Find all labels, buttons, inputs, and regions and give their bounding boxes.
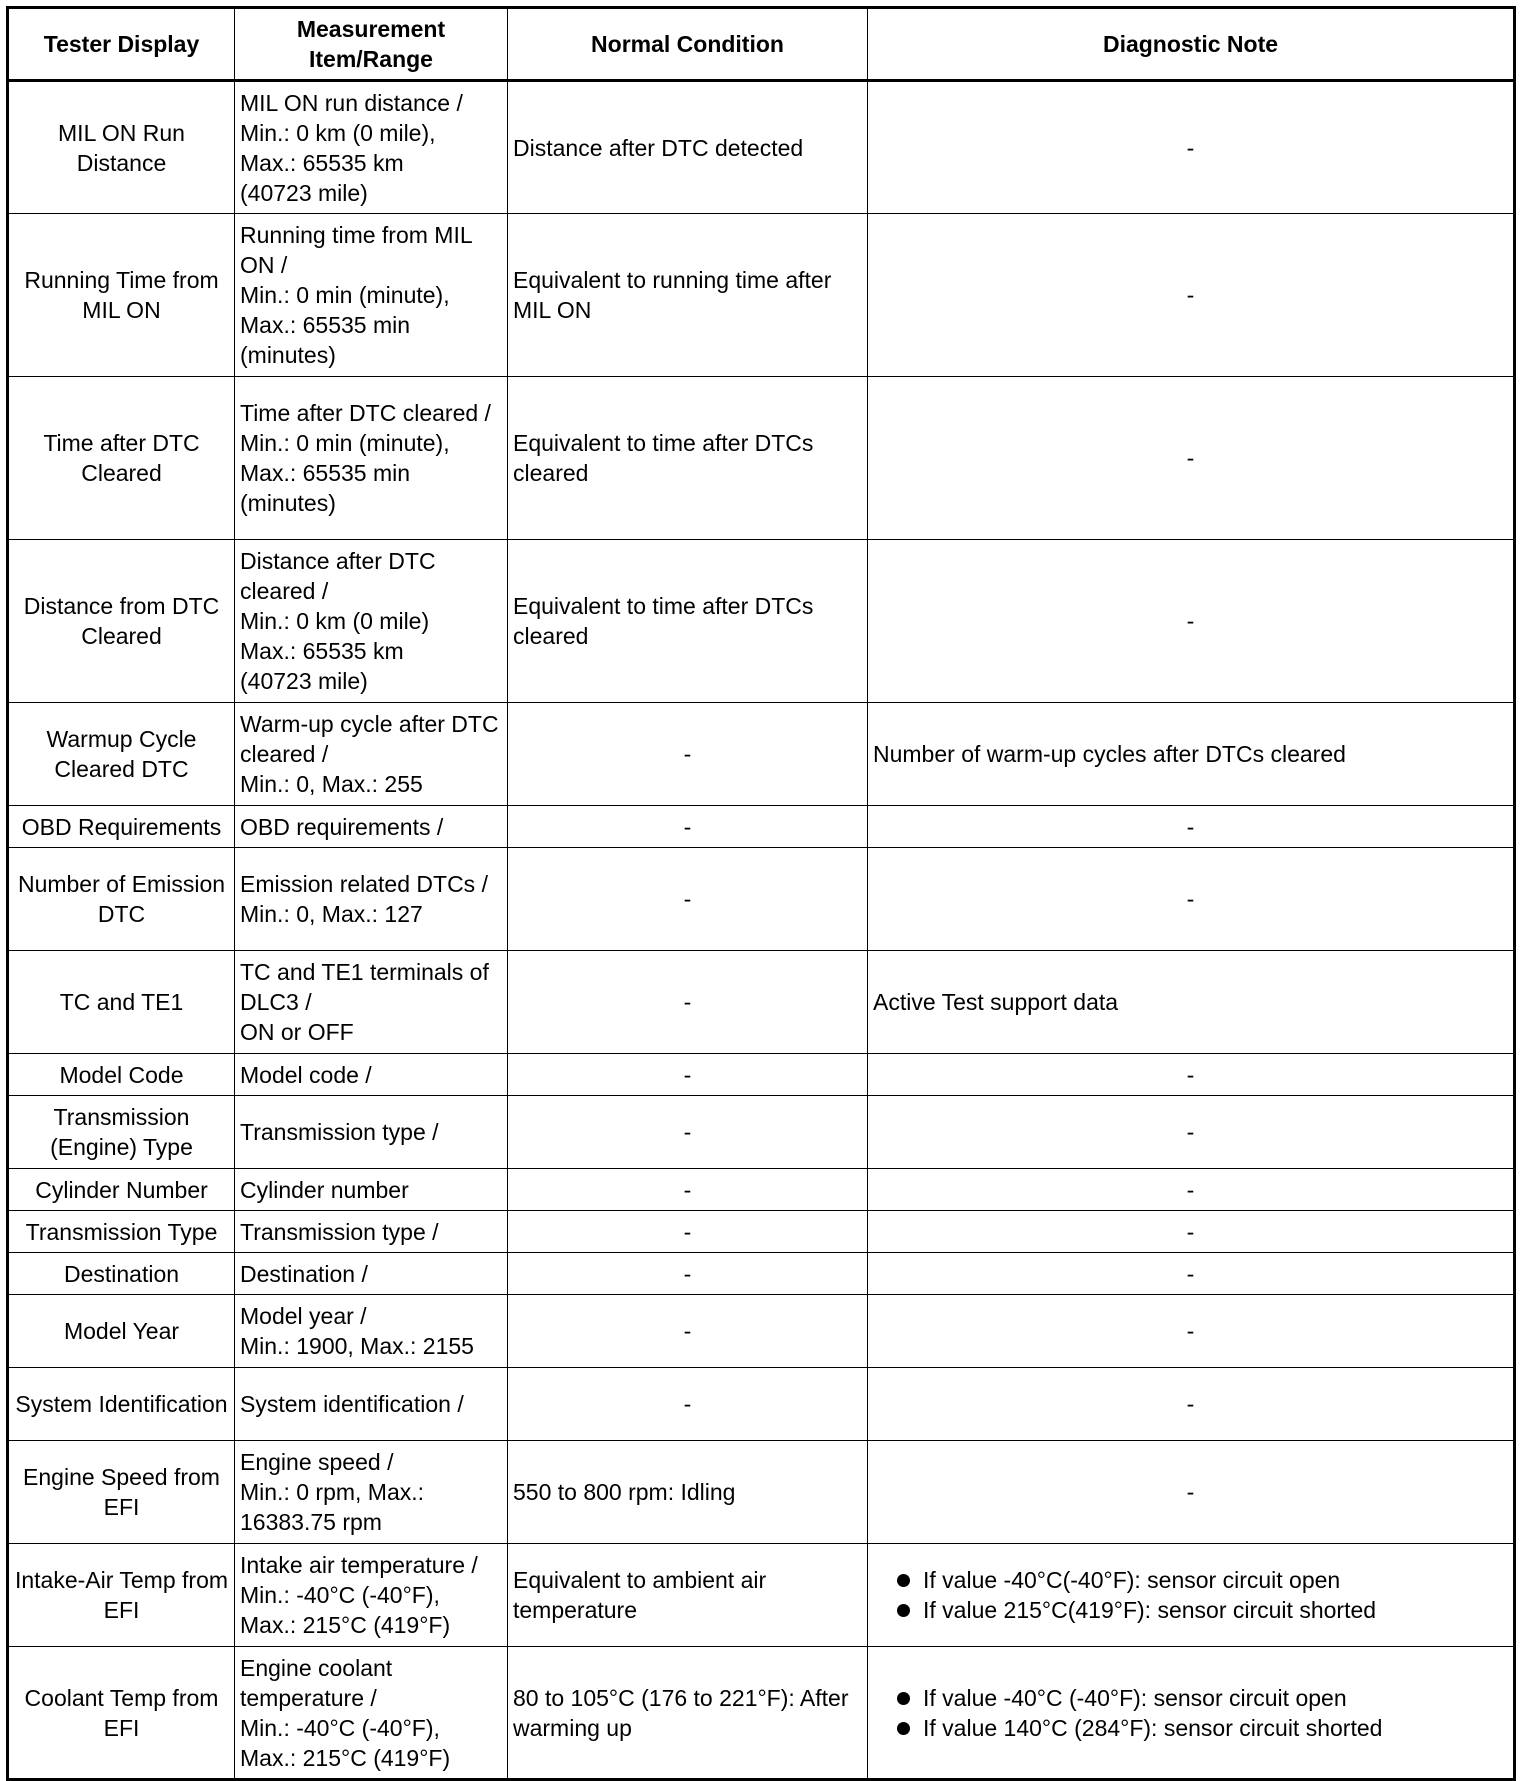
- cell-normal-condition: -: [508, 703, 868, 806]
- bullet-text: If value 140°C (284°F): sensor circuit shorted: [923, 1714, 1383, 1741]
- cell-tester-display: Time after DTC Cleared: [8, 377, 235, 540]
- table-row: [8, 848, 1515, 951]
- cell-diagnostic-note: -: [868, 1096, 1515, 1169]
- cell-diagnostic-note: -: [868, 1169, 1515, 1211]
- table-row: [8, 1368, 1515, 1441]
- cell-diagnostic-note: -: [868, 1211, 1515, 1253]
- bullet-item: [893, 1683, 1508, 1713]
- bullet-dot-icon: [897, 1722, 910, 1735]
- cell-measurement: Time after DTC cleared / Min.: 0 min (minute), Max.: 65535 min (minutes): [235, 377, 508, 540]
- table-row: [8, 1544, 1515, 1647]
- table-row: [8, 1253, 1515, 1295]
- header-tester-display: Tester Display: [8, 8, 235, 81]
- cell-tester-display: Transmission (Engine) Type: [8, 1096, 235, 1169]
- cell-diagnostic-note: [868, 1544, 1515, 1647]
- cell-tester-display: Model Code: [8, 1054, 235, 1096]
- bullet-text: If value -40°C (-40°F): sensor circuit open: [923, 1684, 1347, 1711]
- cell-diagnostic-note: -: [868, 81, 1515, 214]
- table-row: [8, 377, 1515, 540]
- cell-diagnostic-note: -: [868, 1253, 1515, 1295]
- cell-normal-condition: Equivalent to ambient air temperature: [508, 1544, 868, 1647]
- cell-diagnostic-note: -: [868, 806, 1515, 848]
- bullet-text: If value 215°C(419°F): sensor circuit shorted: [923, 1597, 1377, 1623]
- table-header-row: [8, 8, 1515, 81]
- cell-measurement: System identification /: [235, 1368, 508, 1441]
- cell-normal-condition: Equivalent to time after DTCs cleared: [508, 540, 868, 703]
- cell-diagnostic-note: -: [868, 1441, 1515, 1544]
- cell-normal-condition: -: [508, 1054, 868, 1096]
- cell-tester-display: Coolant Temp from EFI: [8, 1647, 235, 1780]
- cell-diagnostic-note: Number of warm-up cycles after DTCs cleared: [868, 703, 1515, 806]
- cell-tester-display: Engine Speed from EFI: [8, 1441, 235, 1544]
- table-row: [8, 1169, 1515, 1211]
- header-normal-condition: Normal Condition: [508, 8, 868, 81]
- cell-measurement: Transmission type /: [235, 1211, 508, 1253]
- cell-tester-display: Intake-Air Temp from EFI: [8, 1544, 235, 1647]
- cell-tester-display: Distance from DTC Cleared: [8, 540, 235, 703]
- table-row: [8, 540, 1515, 703]
- cell-diagnostic-note: -: [868, 1295, 1515, 1368]
- cell-diagnostic-note: -: [868, 540, 1515, 703]
- cell-measurement: Transmission type /: [235, 1096, 508, 1169]
- bullet-item: [893, 1713, 1508, 1743]
- cell-normal-condition: -: [508, 1368, 868, 1441]
- table-row: [8, 81, 1515, 214]
- cell-tester-display: Transmission Type: [8, 1211, 235, 1253]
- bullet-item: [893, 1565, 1508, 1595]
- table-row: [8, 1054, 1515, 1096]
- cell-diagnostic-note: [868, 1647, 1515, 1780]
- cell-tester-display: Warmup Cycle Cleared DTC: [8, 703, 235, 806]
- cell-measurement: Distance after DTC cleared / Min.: 0 km (0 mile) Max.: 65535 km (40723 mile): [235, 540, 508, 703]
- table-row: [8, 1295, 1515, 1368]
- cell-measurement: Model code /: [235, 1054, 508, 1096]
- cell-measurement: Model year / Min.: 1900, Max.: 2155: [235, 1295, 508, 1368]
- table-row: [8, 1647, 1515, 1780]
- cell-normal-condition: -: [508, 951, 868, 1054]
- cell-tester-display: Running Time from MIL ON: [8, 214, 235, 377]
- cell-normal-condition: -: [508, 848, 868, 951]
- table-row: [8, 1096, 1515, 1169]
- cell-tester-display: System Identification: [8, 1368, 235, 1441]
- cell-measurement: MIL ON run distance / Min.: 0 km (0 mile), Max.: 65535 km (40723 mile): [235, 81, 508, 214]
- cell-normal-condition: 550 to 800 rpm: Idling: [508, 1441, 868, 1544]
- cell-diagnostic-note: -: [868, 1368, 1515, 1441]
- cell-tester-display: Number of Emission DTC: [8, 848, 235, 951]
- diagnostic-data-document: [6, 6, 1513, 1781]
- cell-diagnostic-note: -: [868, 1054, 1515, 1096]
- cell-measurement: Cylinder number: [235, 1169, 508, 1211]
- cell-diagnostic-note: Active Test support data: [868, 951, 1515, 1054]
- cell-normal-condition: -: [508, 1295, 868, 1368]
- cell-diagnostic-note: -: [868, 377, 1515, 540]
- cell-tester-display: Cylinder Number: [8, 1169, 235, 1211]
- cell-measurement: Engine coolant temperature / Min.: -40°C (-40°F), Max.: 215°C (419°F): [235, 1647, 508, 1780]
- cell-tester-display: MIL ON Run Distance: [8, 81, 235, 214]
- table-row: [8, 703, 1515, 806]
- cell-measurement: TC and TE1 terminals of DLC3 / ON or OFF: [235, 951, 508, 1054]
- bullet-dot-icon: [897, 1574, 910, 1587]
- header-measurement-item-range: Measurement Item/Range: [235, 8, 508, 81]
- cell-tester-display: TC and TE1: [8, 951, 235, 1054]
- table-row: [8, 951, 1515, 1054]
- table-row: [8, 806, 1515, 848]
- cell-normal-condition: -: [508, 1096, 868, 1169]
- cell-measurement: Running time from MIL ON / Min.: 0 min (minute), Max.: 65535 min (minutes): [235, 214, 508, 377]
- cell-normal-condition: Equivalent to running time after MIL ON: [508, 214, 868, 377]
- cell-measurement: Warm-up cycle after DTC cleared / Min.: 0, Max.: 255: [235, 703, 508, 806]
- cell-measurement: Intake air temperature / Min.: -40°C (-40°F), Max.: 215°C (419°F): [235, 1544, 508, 1647]
- table-body: [8, 81, 1515, 1780]
- cell-measurement: Destination /: [235, 1253, 508, 1295]
- cell-measurement: Emission related DTCs / Min.: 0, Max.: 127: [235, 848, 508, 951]
- data-list-table: [6, 6, 1516, 1781]
- bullet-dot-icon: [897, 1692, 910, 1705]
- cell-normal-condition: -: [508, 1211, 868, 1253]
- table-row: [8, 1211, 1515, 1253]
- header-diagnostic-note: Diagnostic Note: [868, 8, 1515, 81]
- cell-normal-condition: -: [508, 806, 868, 848]
- bullet-item: [893, 1595, 1508, 1625]
- cell-diagnostic-note: -: [868, 848, 1515, 951]
- cell-normal-condition: -: [508, 1253, 868, 1295]
- cell-normal-condition: Distance after DTC detected: [508, 81, 868, 214]
- cell-tester-display: Model Year: [8, 1295, 235, 1368]
- cell-normal-condition: 80 to 105°C (176 to 221°F): After warming up: [508, 1647, 868, 1780]
- bullet-list: [873, 1565, 1508, 1625]
- cell-normal-condition: -: [508, 1169, 868, 1211]
- bullet-dot-icon: [897, 1604, 910, 1617]
- table-row: [8, 214, 1515, 377]
- bullet-list: [873, 1683, 1508, 1743]
- cell-measurement: OBD requirements /: [235, 806, 508, 848]
- cell-tester-display: OBD Requirements: [8, 806, 235, 848]
- cell-normal-condition: Equivalent to time after DTCs cleared: [508, 377, 868, 540]
- cell-diagnostic-note: -: [868, 214, 1515, 377]
- table-row: [8, 1441, 1515, 1544]
- cell-measurement: Engine speed / Min.: 0 rpm, Max.: 16383.75 rpm: [235, 1441, 508, 1544]
- cell-tester-display: Destination: [8, 1253, 235, 1295]
- bullet-text: If value -40°C(-40°F): sensor circuit open: [923, 1567, 1341, 1593]
